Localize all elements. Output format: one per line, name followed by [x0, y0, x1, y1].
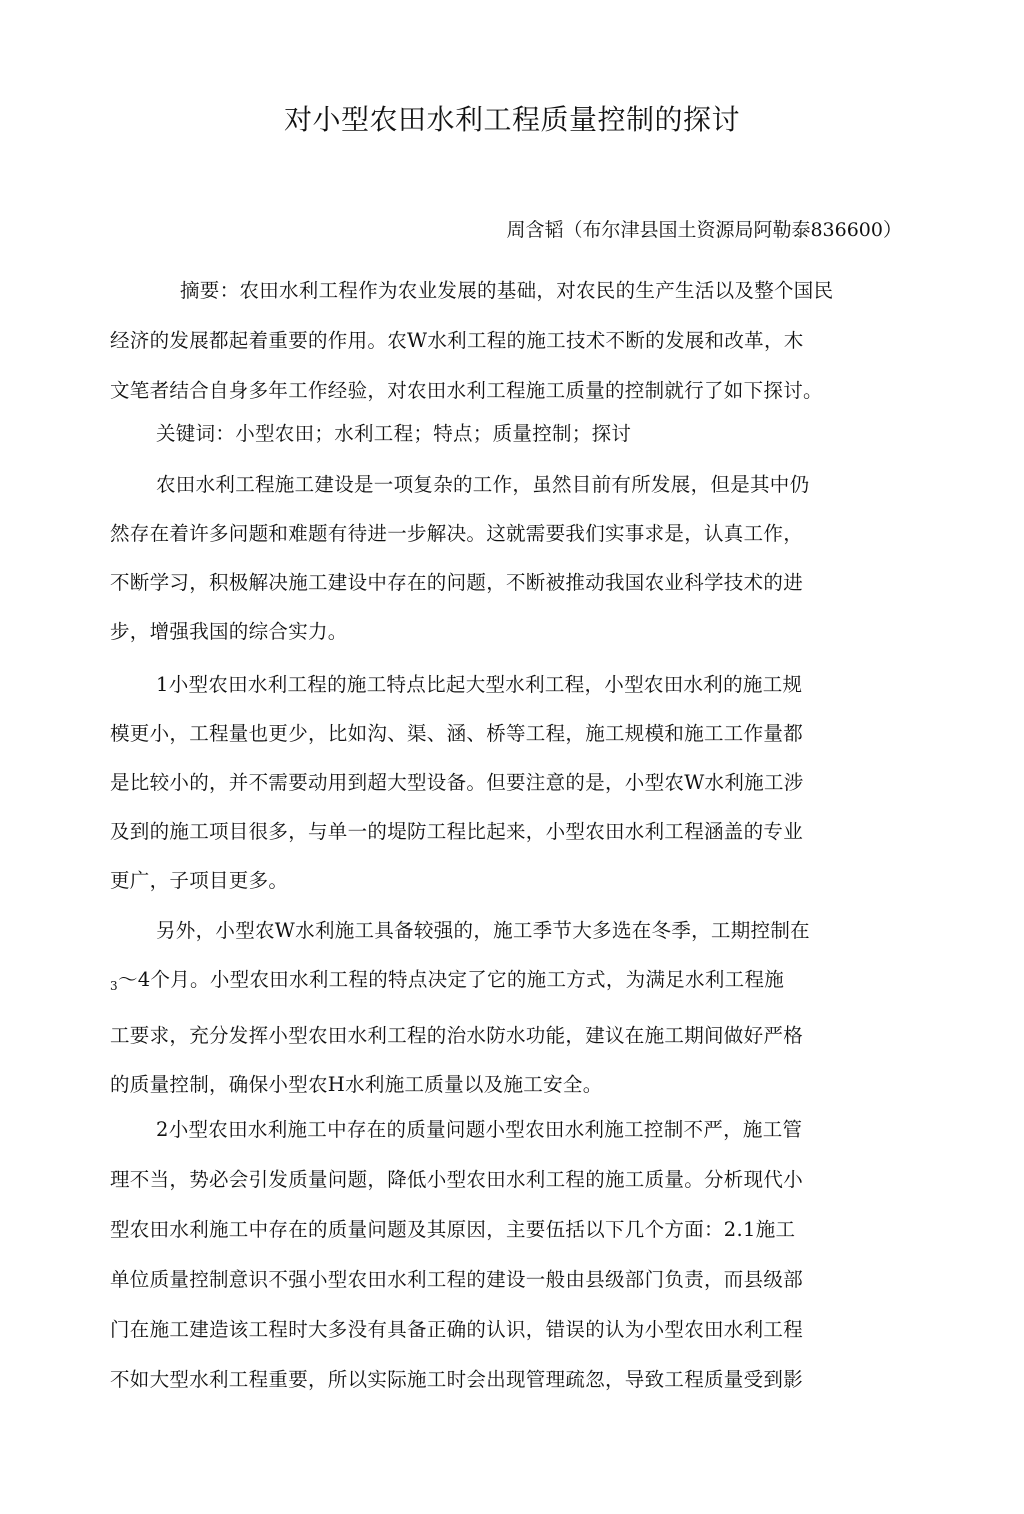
section1b-line-text: 〜4个月。小型农田水利工程的特点决定了它的施工方式，为满足水利工程施 [117, 968, 785, 991]
abstract-line: 摘要：农田水利工程作为农业发展的基础，对农民的生产生活以及整个国民 [180, 279, 834, 302]
section1b-line: 的质量控制，确保小型农H水利施工质量以及施工安全。 [110, 1073, 603, 1096]
section1b-paragraph [110, 906, 885, 1109]
abstract-line: 经济的发展都起着重要的作用。农W水利工程的施工技术不断的发展和改革，木 [110, 329, 804, 352]
section1b-line: 另外，小型农W水利施工具备较强的，施工季节大多选在冬季，工期控制在 [156, 919, 810, 942]
intro-line: 不断学习，积极解决施工建设中存在的问题，不断被推动我国农业科学技术的进 [110, 571, 804, 594]
intro-line: 然存在着许多问题和难题有待进一步解决。这就需要我们实事求是，认真工作， [110, 522, 804, 545]
section2-line: 型农田水利施工中存在的质量问题及其原因，主要伍括以下几个方面：2.1施工 [110, 1218, 796, 1241]
section1-line: 及到的施工项目很多，与单一的堤防工程比起来，小型农田水利工程涵盖的专业 [110, 820, 804, 843]
intro-line: 步，增强我国的综合实力。 [110, 620, 348, 643]
author-line: 周含韬（布尔津县国土资源局阿勒泰836600） [506, 219, 902, 241]
keywords-line: 关键词：小型农田；水利工程；特点；质量控制；探讨 [156, 422, 632, 445]
page-title: 对小型农田水利工程质量控制的探讨 [283, 103, 740, 136]
abstract-paragraph [110, 266, 885, 416]
section1b-line: 工要求，充分发挥小型农田水利工程的治水防水功能，建议在施工期间做好严格 [110, 1024, 804, 1047]
section1-paragraph [110, 660, 885, 905]
section1-line: 模更小，工程量也更少，比如沟、渠、涵、桥等工程，施工规模和施工工作量都 [110, 722, 804, 745]
section2-line: 理不当，势必会引发质量问题，降低小型农田水利工程的施工质量。分析现代小 [110, 1168, 804, 1191]
intro-paragraph [110, 460, 885, 656]
section2-line: 不如大型水利工程重要，所以实际施工时会出现管理疏忽，导致工程质量受到影 [110, 1368, 804, 1391]
section1b-line [110, 955, 885, 1011]
section1-line: 1小型农田水利工程的施工特点比起大型水利工程，小型农田水利的施工规 [156, 673, 803, 696]
subscript-number: 3 [110, 979, 118, 993]
section1-line: 是比较小的，并不需要动用到超大型设备。但要注意的是，小型农W水利施工涉 [110, 771, 804, 794]
section2-paragraph [110, 1105, 885, 1405]
intro-line: 农田水利工程施工建设是一项复杂的工作，虽然目前有所发展，但是其中仍 [156, 473, 810, 496]
section2-line: 门在施工建造该工程时大多没有具备正确的认识，错误的认为小型农田水利工程 [110, 1318, 804, 1341]
abstract-line: 文笔者结合自身多年工作经验，对农田水利工程施工质量的控制就行了如下探讨。 [110, 379, 823, 402]
keywords-paragraph [110, 414, 885, 454]
section2-line: 2小型农田水利施工中存在的质量问题小型农田水利施工控制不严，施工管 [156, 1118, 803, 1141]
section1-line: 更广，子项目更多。 [110, 869, 289, 892]
section2-line: 单位质量控制意识不强小型农田水利工程的建设一般由县级部门负责，而县级部 [110, 1268, 804, 1291]
